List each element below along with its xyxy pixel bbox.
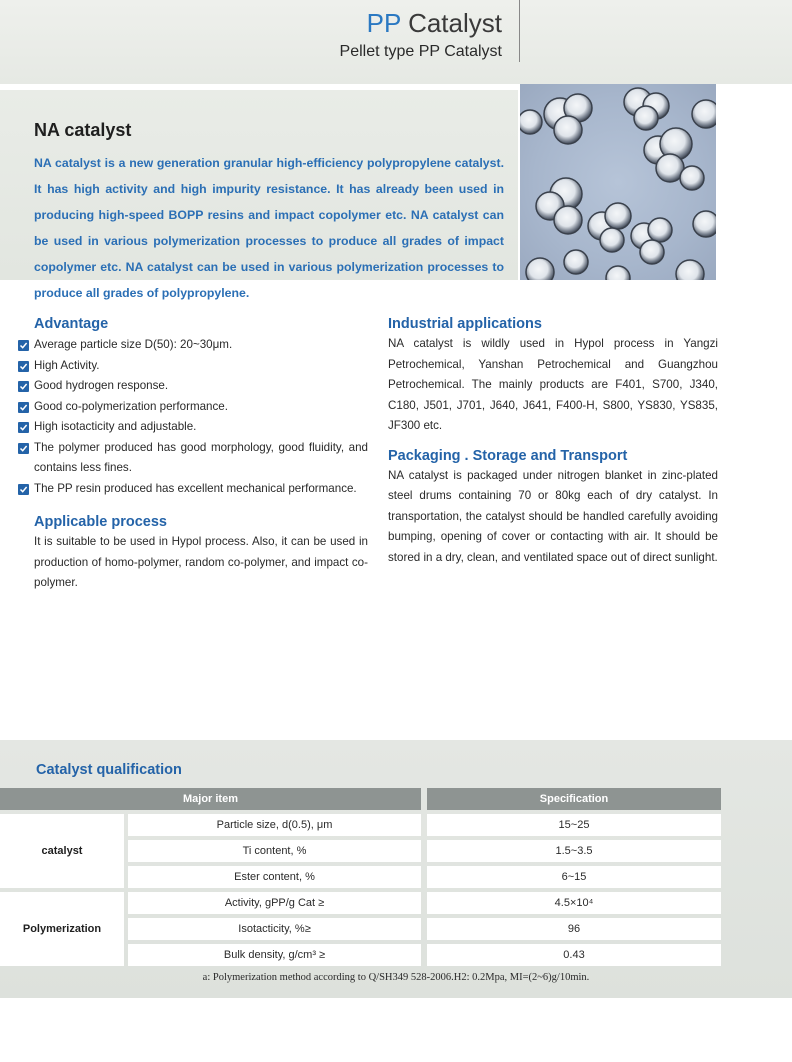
title-accent: PP — [366, 8, 401, 38]
industrial-heading: Industrial applications — [388, 316, 542, 332]
table-cell-item: Activity, gPP/g Cat ≥ — [128, 892, 421, 914]
list-item-text: High isotacticity and adjustable. — [34, 420, 197, 433]
intro-heading: NA catalyst — [34, 120, 132, 140]
page-header — [0, 0, 792, 84]
applicable-heading: Applicable process — [34, 514, 167, 530]
checkbox-icon — [18, 340, 29, 351]
list-item — [18, 356, 368, 377]
list-item-text: High Activity. — [34, 358, 100, 372]
list-item — [18, 397, 368, 418]
table-title: Catalyst qualification — [36, 762, 182, 778]
title-rest: Catalyst — [400, 8, 502, 38]
checkbox-icon — [18, 402, 29, 413]
catalyst-micrograph-image — [520, 84, 716, 280]
table-cell-item: Particle size, d(0.5), μm — [128, 814, 421, 836]
table-cell-spec: 15~25 — [427, 814, 721, 836]
page-subtitle: Pellet type PP Catalyst — [339, 43, 502, 60]
applicable-text: It is suitable to be used in Hypol process. Also, it can be used in production of homo-polymer, random co-polymer, and impact co-polymer. — [34, 535, 368, 589]
list-item-text: Average particle size D(50): 20~30μm. — [34, 338, 233, 351]
table-footnote: a: Polymerization method according to Q/SH349 528-2006.H2: 0.2Mpa, MI=(2~6)g/10min. — [202, 972, 590, 983]
page-title — [367, 8, 502, 39]
header-divider — [519, 0, 520, 62]
table-cell-item: Bulk density, g/cm³ ≥ — [128, 944, 421, 966]
checkbox-icon — [18, 381, 29, 392]
micrograph-svg — [520, 84, 716, 280]
table-cell-spec: 6~15 — [427, 866, 721, 888]
table-header-specification: Specification — [427, 788, 721, 810]
checkbox-icon — [18, 422, 29, 433]
advantage-list — [18, 335, 368, 499]
table-cell-item: Isotacticity, %≥ — [128, 918, 421, 940]
packaging-text: NA catalyst is packaged under nitrogen blanket in zinc-plated steel drums containing 70 or 80kg each of dry catalyst. In transportation, the catalyst should be handled carefully avoiding bumping, opening of cover or contacting with air. It should be stored in a dry, clean, and ventilated space out of direct sunlight. — [388, 468, 718, 564]
table-cell-spec: 96 — [427, 918, 721, 940]
checkbox-icon — [18, 443, 29, 454]
table-header-major-item: Major item — [0, 788, 421, 810]
list-item-text: Good co-polymerization performance. — [34, 399, 228, 413]
list-item — [18, 376, 368, 397]
list-item — [18, 335, 368, 356]
list-item-text: Good hydrogen response. — [34, 379, 169, 392]
checkbox-icon — [18, 484, 29, 495]
list-item — [18, 438, 368, 479]
intro-panel — [0, 90, 518, 300]
group-label-catalyst: catalyst — [0, 814, 124, 888]
advantage-heading: Advantage — [34, 316, 109, 332]
table-cell-spec: 0.43 — [427, 944, 721, 966]
table-cell-spec: 4.5×10⁴ — [427, 892, 721, 914]
list-item-text: The PP resin produced has excellent mechanical performance. — [34, 481, 357, 495]
intro-text: NA catalyst is a new generation granular high-efficiency polypropylene catalyst. It has high activity and high impurity resistance. It has already been used in producing high-speed BOPP resins and impact copolymer etc. NA catalyst can be used in various polymerization processes to produce all grades of impact copolymer etc. NA catalyst can be used in various polymerization processes to produce all grades of polypropylene. — [34, 156, 504, 300]
industrial-text: NA catalyst is wildly used in Hypol process in Yangzi Petrochemical, Yanshan Petrochemical and Guangzhou Petrochemical. The mainly products are F401, S700, J340, C180, J501, J701, J640, J641, F400-H, S800, YS830, YS835, JF300 etc. — [388, 337, 718, 432]
left-column — [18, 316, 368, 594]
packaging-heading: Packaging . Storage and Transport — [388, 447, 628, 464]
list-item-text: The polymer produced has good morphology, good fluidity, and contains less fines. — [34, 440, 368, 474]
checkbox-icon — [18, 361, 29, 372]
group-label-polymerization: Polymerization — [0, 892, 124, 966]
table-cell-item: Ester content, % — [128, 866, 421, 888]
right-column — [388, 316, 718, 568]
table-cell-spec: 1.5~3.5 — [427, 840, 721, 862]
list-item — [18, 417, 368, 438]
table-cell-item: Ti content, % — [128, 840, 421, 862]
list-item — [18, 479, 368, 500]
